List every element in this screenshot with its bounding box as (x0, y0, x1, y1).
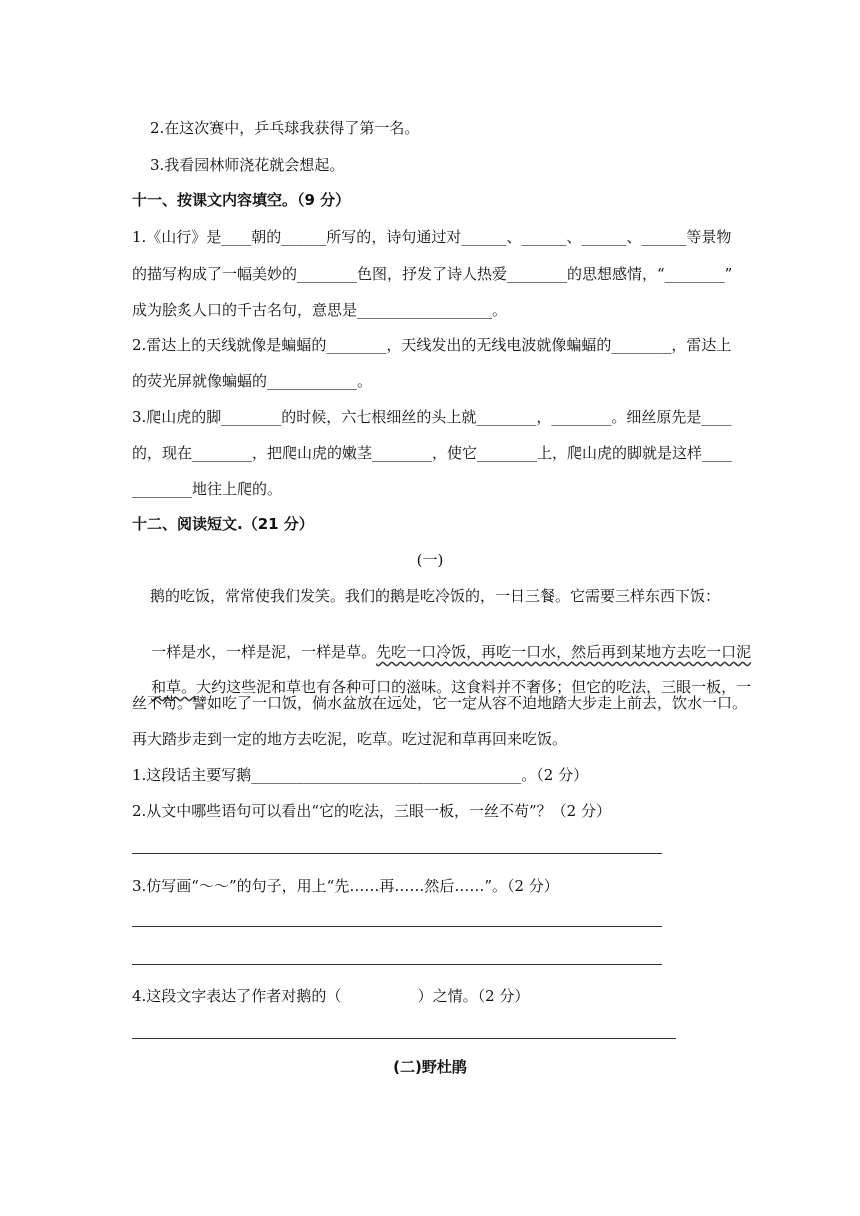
passage-line-3-plain: 大约这些泥和草也有各种可口的滋味。这食料并不奢侈；但它的吃法，三眼一板，一 (196, 678, 752, 696)
passage-2-title: (二)野杜鹃 (393, 1058, 467, 1076)
passage-line-2-plain: 一样是水，一样是泥，一样是草。 (151, 643, 377, 661)
s11-q1-line3: 成为脍炙人口的千古名句，意思是__________________。 (132, 301, 508, 319)
s11-q2-line1: 2.雷达上的天线就像是蝙蝠的________，天线发出的无线电波就像蝙蝠的________，雷达上 (132, 336, 732, 354)
wavy-underlined-sentence-part1: 先吃一口冷饭，再吃一口水，然后再到某地方去吃一口泥 (376, 643, 752, 661)
reading-q3: 3.仿写画“～～”的句子，用上“先……再……然后……”。（2 分） (132, 877, 559, 895)
answer-line-q3-2[interactable] (132, 964, 662, 965)
wavy-underlined-sentence-part2: 和草。 (151, 678, 197, 696)
answer-line-q3-1[interactable] (132, 926, 662, 927)
answer-line-q2[interactable] (132, 853, 662, 854)
reading-q4: 4.这段文字表达了作者对鹅的（ ）之情。（2 分） (132, 987, 530, 1005)
s11-q3-line3: ________地往上爬的。 (132, 480, 283, 498)
item-2: 2.在这次赛中，乒乓球我获得了第一名。 (150, 119, 420, 137)
item-3: 3.我看园林师浇花就会想起。 (150, 156, 345, 174)
s11-q3-line1: 3.爬山虎的脚________的时候，六七根细丝的头上就________，________。细丝原先是____ (132, 408, 732, 426)
passage-1-title: (一) (416, 551, 444, 569)
section-11-title: 十一、按课文内容填空。（9 分） (132, 191, 351, 209)
answer-line-q4[interactable] (132, 1038, 676, 1039)
s11-q2-line2: 的荧光屏就像蝙蝠的____________。 (132, 372, 373, 390)
reading-q2: 2.从文中哪些语句可以看出“它的吃法，三眼一板，一丝不苟”？（2 分） (132, 802, 611, 820)
reading-q1: 1.这段话主要写鹅____________________________________。（2 分） (132, 766, 589, 784)
s11-q1-line2: 的描写构成了一幅美妙的________色图，抒发了诗人热爱________的思想感情，“________” (132, 265, 733, 283)
s11-q3-line2: 的，现在________，把爬山虎的嫩茎________，使它________上，爬山虎的脚就是这样____ (132, 444, 733, 462)
section-12-title: 十二、阅读短文.（21 分） (132, 515, 314, 533)
passage-line-5: 再大踏步走到一定的地方去吃泥，吃草。吃过泥和草再回来吃饭。 (132, 730, 568, 748)
s11-q1-line1: 1.《山行》是____朝的______所写的，诗句通过对______、______、______、______等景物 (132, 228, 732, 246)
passage-line-4: 丝不苟。譬如吃了一口饭，倘水盆放在远处，它一定从容不迫地踏大步走上前去，饮水一口。 (132, 694, 748, 712)
passage-line-1: 鹅的吃饭，常常使我们发笑。我们的鹅是吃冷饭的，一日三餐。它需要三样东西下饭： (150, 587, 721, 605)
